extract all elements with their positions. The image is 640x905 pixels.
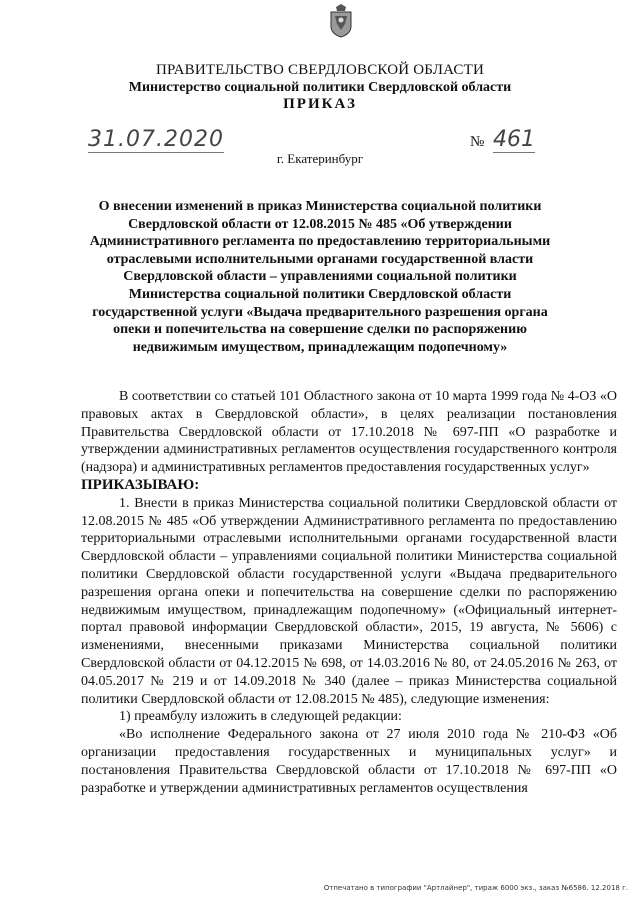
subitem-1-paragraph: 1) преамбулу изложить в следующей редакции: xyxy=(119,709,402,725)
government-heading: ПРАВИТЕЛЬСТВО СВЕРДЛОВСКОЙ ОБЛАСТИ xyxy=(155,62,485,78)
handwritten-number: 461 xyxy=(493,127,535,152)
number-label: № xyxy=(470,134,485,150)
preamble-paragraph: В соответствии со статьей 101 Областного закона от 10 марта 1999 года № 4-ОЗ «О правовых актах в Свердловской области», в целях реализации постановления Правительства Свердловской области от 17.10.2018 № 697-ПП «О разработке и утверждении административных регламентов осуществления государственного контроля (надзора) и административных регламентов предоставления государственных услуг» xyxy=(81,389,617,476)
order-word: ПРИКАЗЫВАЮ: xyxy=(81,476,200,493)
document-title: О внесении изменений в приказ Министерства социальной политики Свердловской области от 12.08.2015 № 485 «Об утверждении Административного регламента по предоставлению территориальными отраслевыми исполнительными органами государственной власти Свердловской области – управлениями социальной политики Министерства социальной политики Свердловской области государственной услуги «Выдача предварительного разрешения органа опеки и попечительства на совершение сделки по распоряжению недвижимым имуществом, принадлежащим подопечному» xyxy=(89,199,551,355)
coat-of-arms-icon xyxy=(328,4,354,38)
ministry-heading: Министерство социальной политики Свердловской области xyxy=(128,80,512,95)
quote-paragraph: «Во исполнение Федерального закона от 27 июля 2010 года № 210-ФЗ «Об организации предоставления государственных и муниципальных услуг» и постановления Правительства Свердловской области от 17.10.2018 № 697-ПП «О разработке и утверждении административных регламентов осуществления xyxy=(81,727,617,796)
document-type-heading: ПРИКАЗ xyxy=(283,96,357,112)
item-1-paragraph: 1. Внести в приказ Министерства социальной политики Свердловской области от 12.08.2015 № 485 «Об утверждении Административного регламента по предоставлению территориальными отраслевыми исполнительными органами государственной власти Свердловской области – управлениями социальной политики Министерства социальной политики Свердловской области государственной услуги «Выдача предварительного разрешения органа опеки и попечительства на совершение сделки по распоряжению недвижимым имуществом, принадлежащим подопечному» («Официальный интернет-портал правовой информации Свердловской области», 2015, 19 августа, № 5606) с изменениями, внесенными приказами Министерства социальной политики Свердловской области от 04.12.2015 № 698, от 14.03.2016 № 80, от 24.05.2016 № 263, от 04.05.2017 № 219 и от 14.09.2018 № 340 (далее – приказ Министерства социальной политики Свердловской области от 12.08.2015 № 485), следующие изменения: xyxy=(81,495,617,707)
handwritten-date: 31.07.2020 xyxy=(88,127,224,152)
print-footer: Отпечатано в типографии "Артлайнер", тираж 6000 экз., заказ №6586. 12.2018 г. xyxy=(323,884,628,892)
city-line: г. Екатеринбург xyxy=(276,151,364,166)
document-body xyxy=(81,388,617,797)
